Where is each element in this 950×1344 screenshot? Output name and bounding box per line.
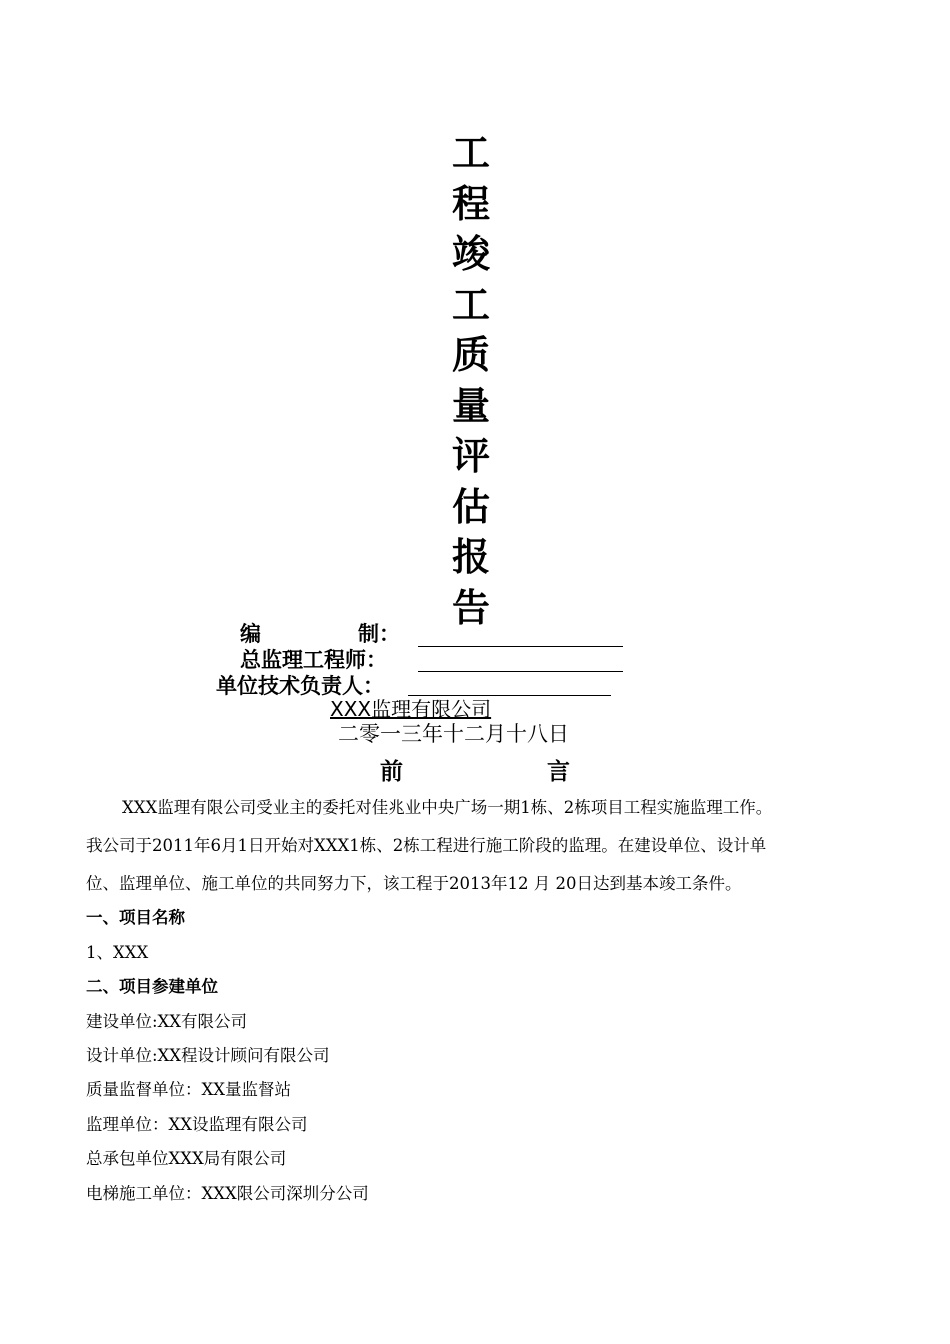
title-char: 程 <box>451 180 490 226</box>
preface-line: XXX监理有限公司受业主的委托对佳兆业中央广场一期1栋、2栋项目工程实施监理工作。 <box>122 798 773 817</box>
compiler-label-left: 编 <box>240 622 261 646</box>
participant-item: 设计单位:XX程设计顾问有限公司 <box>86 1046 330 1065</box>
participant-item: 质量监督单位：XX量监督站 <box>86 1080 291 1099</box>
participant-item: 电梯施工单位：XXX限公司深圳分公司 <box>86 1184 369 1203</box>
project-name-item: 1、XXX <box>86 943 149 962</box>
participant-item: 监理单位：XX设监理有限公司 <box>86 1115 308 1134</box>
preface-line: 我公司于2011年6月1日开始对XXX1栋、2栋工程进行施工阶段的监理。在建设单位、设计单 <box>86 836 767 855</box>
participant-item: 总承包单位XXX局有限公司 <box>86 1149 287 1168</box>
tech-lead-label: 单位技术负责人： <box>216 674 384 698</box>
preface-title-right: 言 <box>547 758 570 785</box>
participant-item: 建设单位:XX有限公司 <box>86 1012 248 1031</box>
company-name: XXX监理有限公司 <box>330 697 492 721</box>
chief-engineer-signature-line <box>418 671 623 672</box>
chief-engineer-label: 总监理工程师： <box>240 648 387 672</box>
title-char: 工 <box>451 281 490 327</box>
title-char: 报 <box>451 534 490 579</box>
title-char: 评 <box>451 433 490 478</box>
preface-title-left: 前 <box>380 758 403 785</box>
preface-title <box>380 757 570 787</box>
compiler-signature-line <box>418 646 623 647</box>
report-date: 二零一三年十二月十八日 <box>338 722 569 746</box>
title-char: 工 <box>451 130 490 175</box>
section-heading: 一、项目名称 <box>86 908 185 927</box>
title-char: 质 <box>451 332 490 377</box>
title-char: 竣 <box>451 231 490 276</box>
title-char: 量 <box>451 382 490 428</box>
compiler-label-right: 制： <box>358 622 400 646</box>
section-heading: 二、项目参建单位 <box>86 977 218 996</box>
preface-line: 位、监理单位、施工单位的共同努力下，该工程于2013年12 月 20日达到基本竣工条件。 <box>86 874 742 893</box>
title-char: 估 <box>451 483 490 529</box>
title-char: 告 <box>451 584 490 630</box>
report-title <box>440 128 502 633</box>
